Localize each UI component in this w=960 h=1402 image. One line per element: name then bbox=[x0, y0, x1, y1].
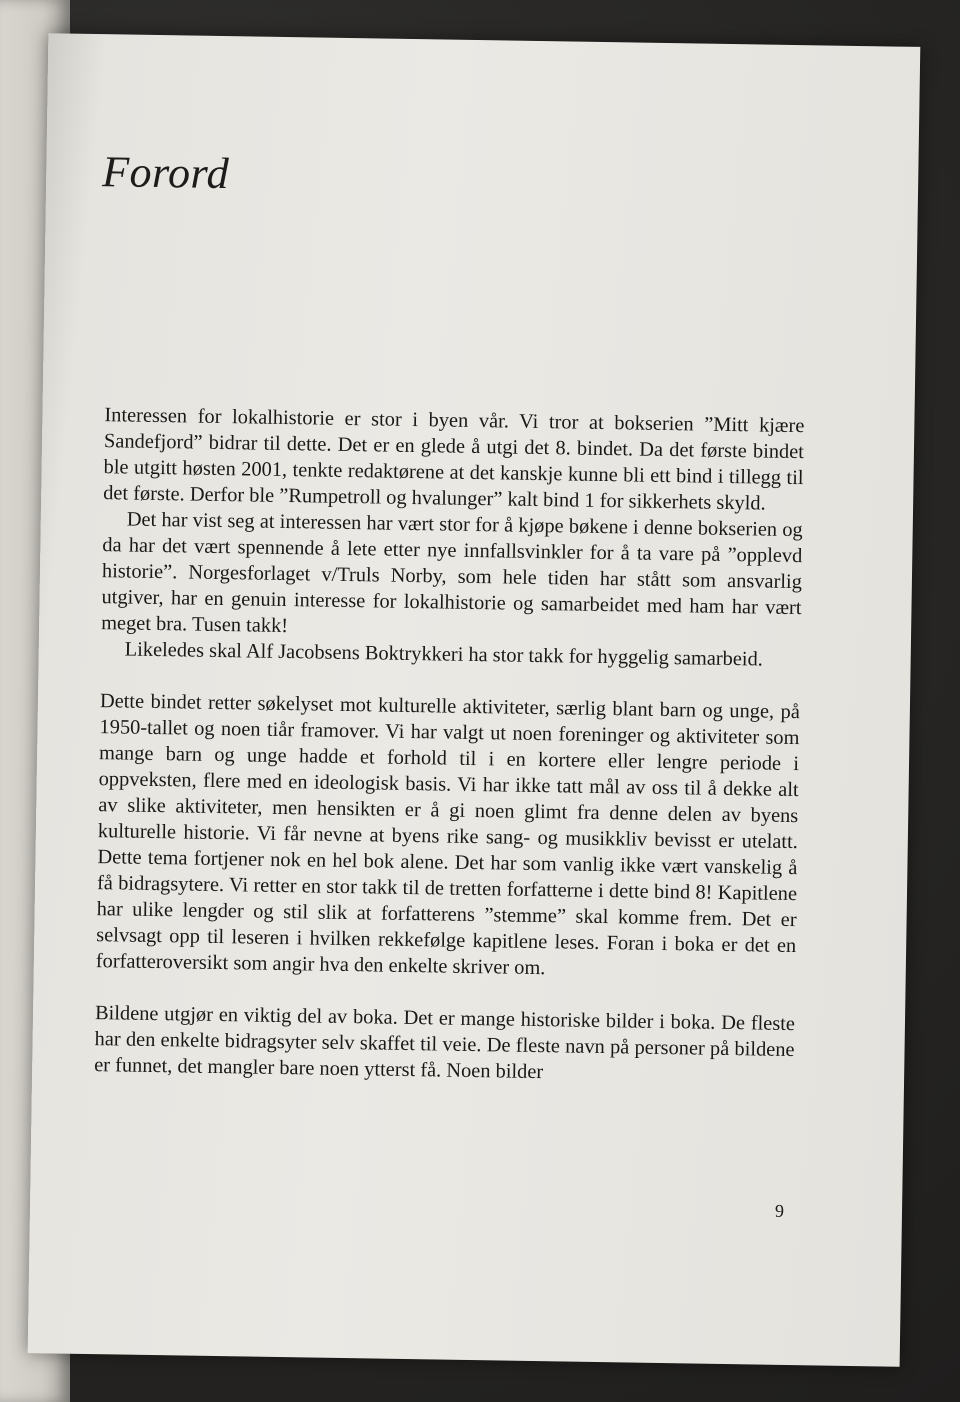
paragraph-2: Det har vist seg at interessen har vært stor for å kjøpe bøkene i denne bokserien og da har det vært spennende å lete etter nye innfallsvinkler for å ta vare på ”opplevd historie”. Norgesforlaget v/Truls Norby, som hele tiden har stått som ansvarlig utgiver, har en genuin interesse for lokalhistorie og samarbeidet med ham har vært meget bra. Tusen takk! bbox=[100, 508, 803, 638]
page-title: Forord bbox=[101, 147, 230, 199]
book-page bbox=[28, 33, 921, 1367]
paragraph-4: Dette bindet retter søkelyset mot kulturelle aktiviteter, særlig blant barn og unge, på 1950-tallet og noen tiår framover. Vi har valgt ut noen foreninger og aktiviteter som mange barn og unge hadde et forhold til i en kortere eller lengre periode i oppveksten, flere med en ideologisk basis. Vi har ikke tatt mål av oss til å dekke alt av slike aktiviteter, men hensikten er å gi noen glimt fra denne delen av byens kulturelle historie. Vi får nevne at byens rike sang- og musikkliv bevisst er utelatt. Dette tema fortjener nok en hel bok alene. Det har som vanlig ikke vært vanskelig å få bidragsytere. Vi retter en stor takk til de tretten forfatterne i dette bind 8! Kapitlene har ulike lengder og stil slik at forfatterens ”stemme” skal komme frem. Det er selvsagt opp til leseren i hvilken rekkefølge kapitlene leses. Foran i boka er det en forfatteroversikt som angir hva den enkelte skriver om. bbox=[95, 690, 801, 980]
page-number: 9 bbox=[774, 1200, 785, 1221]
paragraph-5: Bildene utgjør en viktig del av boka. Det er mange historiske bilder i boka. De fleste har den enkelte bidragsyter selv skaffet til veie. De fleste navn på personer på bildene er funnet, det mangler bare noen ytterst få. Noen bilder bbox=[94, 1002, 796, 1084]
paragraph-1: Interessen for lokalhistorie er stor i byen vår. Vi tror at bokserien ”Mitt kjære Sandefjord” bidrar til dette. Det er en glede å utgi det 8. bindet. Da det første bindet ble utgitt høsten 2001, tenkte redaktørene at det kanskje kunne bli ett bind i tillegg til det første. Derfor ble ”Rumpetroll og hvalunger” kalt bind 1 for sikkerhets skyld. bbox=[103, 404, 805, 515]
paragraph-3: Likeledes skal Alf Jacobsens Boktrykkeri ha stor takk for hyggelig samarbeid. bbox=[124, 638, 764, 671]
body-text bbox=[94, 402, 805, 1089]
